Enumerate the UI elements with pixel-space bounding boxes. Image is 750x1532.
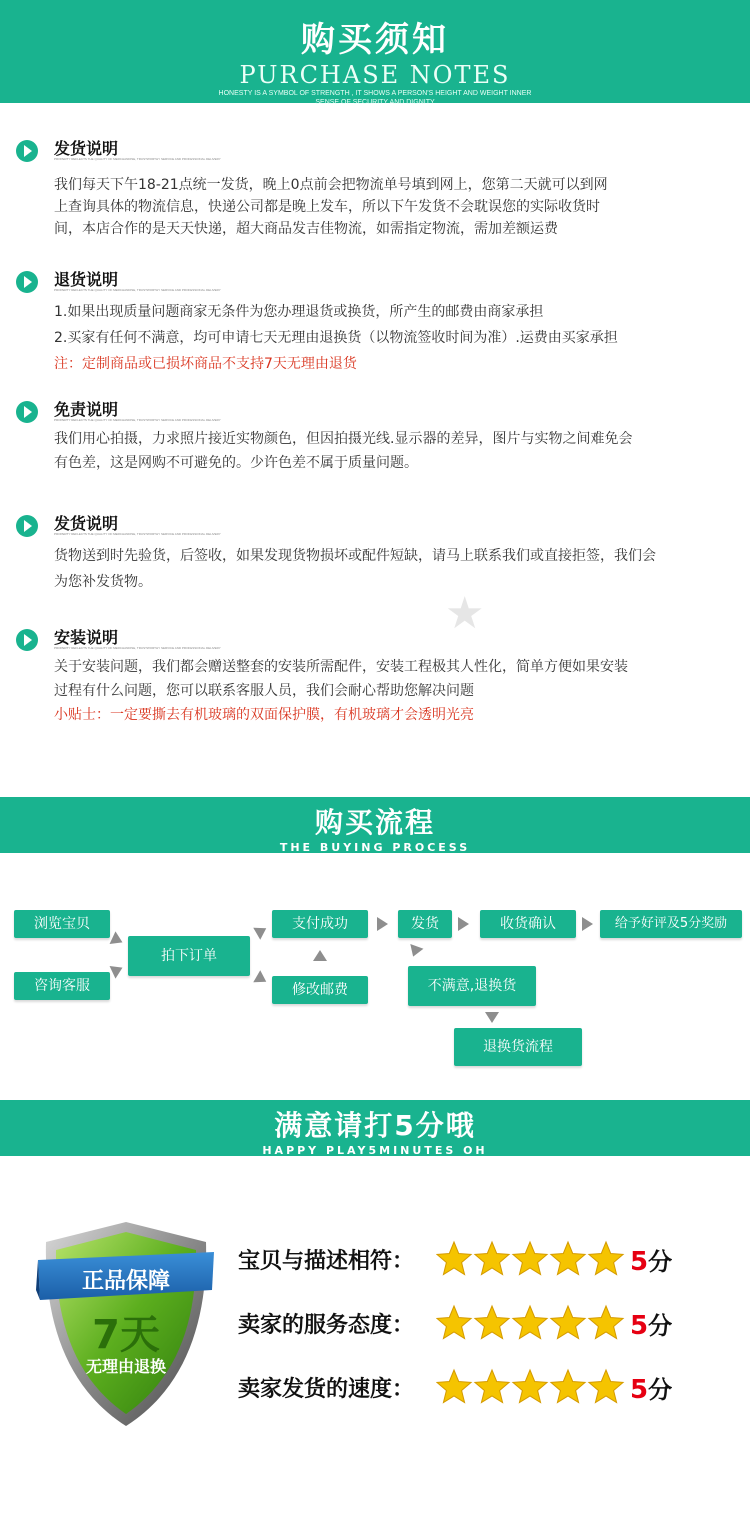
section-fine-text: PROPERTY REFLECTS THE QUALITY OF MERCHANDISE, TRUSTWORTHY SERVICE AND PROFESSIONAL DELIVERY (54, 533, 221, 536)
star-icon (475, 1242, 509, 1275)
star-icon (589, 1306, 623, 1339)
purchase-notes-banner (0, 0, 750, 106)
section-line: 2.买家有任何不满意，均可申请七天无理由退换货（以物流签收时间为准）.运费由买家承担 (54, 330, 618, 346)
rating-banner (0, 1100, 750, 1156)
section-line: 过程有什么问题，您可以联系客服人员，我们会耐心帮助您解决问题 (54, 683, 474, 699)
section-shipping (0, 136, 750, 246)
section-title: 退货说明 (54, 270, 119, 289)
section-fine-text: PROPERTY REFLECTS THE QUALITY OF MERCHANDISE, TRUSTWORTHY SERVICE AND PROFESSIONAL DELIVERY (54, 158, 221, 161)
step-confirm: 收货确认 (480, 910, 576, 938)
arrow-icon (253, 970, 270, 988)
section-title: 免责说明 (54, 400, 119, 419)
section-fine-text: PROPERTY REFLECTS THE QUALITY OF MERCHANDISE, TRUSTWORTHY SERVICE AND PROFESSIONAL DELIVERY (54, 647, 221, 650)
section-title: 发货说明 (54, 514, 119, 533)
star-icon (437, 1370, 471, 1403)
arrow-icon (313, 950, 327, 961)
rating-score-unit: 分 (648, 1312, 673, 1340)
star-icon (513, 1370, 547, 1403)
star-icon (475, 1370, 509, 1403)
section-line: 间，本店合作的是天天快递，超大商品发吉佳物流，如需指定物流，需加差额运费 (54, 221, 558, 237)
play-arrow-icon (16, 401, 38, 423)
section-delivery (0, 511, 750, 601)
section-line: 我们用心拍摄，力求照片接近实物颜色，但因拍摄光线.显示器的差异，图片与实物之间难免会 (54, 431, 633, 447)
arrow-icon (485, 1012, 499, 1023)
step-unsatisfied: 不满意,退换货 (408, 966, 536, 1006)
rating-label: 卖家的服务态度： (238, 1313, 415, 1338)
section-line: 关于安装问题，我们都会赠送整套的安装所需配件，安装工程极其人性化，简单方便如果安装 (54, 659, 628, 675)
star-rating (436, 1240, 626, 1280)
star-icon (551, 1242, 585, 1275)
section-body (54, 174, 744, 240)
guarantee-shield-badge (36, 1220, 216, 1430)
section-line: 货物送到时先验货，后签收，如果发现货物损坏或配件短缺，请马上联系我们或直接拒签，我们会 (54, 548, 656, 564)
section-body (54, 655, 744, 727)
section-line: 上查询具体的物流信息，快递公司都是晚上发车，所以下午发货不会耽误您的实际收货时 (54, 199, 600, 215)
step-ship: 发货 (398, 910, 452, 938)
purchase-notes-title-en: PURCHASE NOTES (239, 61, 511, 89)
section-title: 安装说明 (54, 628, 119, 647)
section-fine-text: PROPERTY REFLECTS THE QUALITY OF MERCHANDISE, TRUSTWORTHY SERVICE AND PROFESSIONAL DELIVERY (54, 419, 221, 422)
rating-title: 满意请打5分哦 (274, 1109, 476, 1142)
arrow-icon (407, 944, 424, 959)
arrow-icon (582, 917, 593, 931)
play-arrow-icon (16, 271, 38, 293)
shield-ribbon-text: 正品保障 (81, 1269, 171, 1294)
decorative-star-icon: ★ (445, 588, 485, 639)
shield-days-text: 7天 (92, 1312, 160, 1358)
star-rating (436, 1368, 626, 1408)
play-arrow-icon (16, 629, 38, 651)
buying-process-title: 购买流程 (314, 806, 435, 839)
step-order: 拍下订单 (128, 936, 250, 976)
section-fine-text: PROPERTY REFLECTS THE QUALITY OF MERCHANDISE, TRUSTWORTHY SERVICE AND PROFESSIONAL DELIVERY (54, 289, 221, 292)
star-icon (589, 1242, 623, 1275)
arrow-icon (110, 931, 126, 948)
rating-score-unit: 分 (648, 1248, 673, 1276)
step-postage: 修改邮费 (272, 976, 368, 1004)
rating-label: 卖家发货的速度： (238, 1377, 415, 1402)
step-review: 给予好评及5分奖励 (600, 910, 742, 938)
step-return-flow: 退换货流程 (454, 1028, 582, 1066)
section-note-red: 小贴士：一定要撕去有机玻璃的双面保护膜，有机玻璃才会透明光亮 (54, 707, 474, 723)
section-body (54, 543, 744, 595)
section-body (54, 299, 744, 377)
section-line: 为您补发货物。 (54, 574, 152, 590)
shield-return-text: 无理由退换 (85, 1357, 167, 1376)
purchase-notes-subtitle-2: SENSE OF SECURITY AND DIGNITY (315, 99, 435, 106)
section-disclaimer (0, 397, 750, 487)
play-arrow-icon (16, 140, 38, 162)
purchase-notes-title: 购买须知 (301, 20, 449, 60)
section-body (54, 427, 744, 475)
buying-process-banner (0, 797, 750, 853)
arrow-icon (253, 922, 270, 940)
rating-score (630, 1370, 672, 1405)
section-installation (0, 625, 750, 735)
step-consult: 咨询客服 (14, 972, 110, 1000)
star-icon (551, 1306, 585, 1339)
star-icon (513, 1242, 547, 1275)
rating-score-number: 5 (630, 1375, 649, 1405)
section-note-red: 注：定制商品或已损坏商品不支持7天无理由退货 (54, 356, 357, 372)
rating-score (630, 1242, 672, 1277)
arrow-icon (377, 917, 388, 931)
arrow-icon (458, 917, 469, 931)
star-icon (437, 1242, 471, 1275)
section-line: 有色差，这是网购不可避免的。少许色差不属于质量问题。 (54, 455, 418, 471)
star-icon (551, 1370, 585, 1403)
rating-title-en: HAPPY PLAY5MINUTES OH (262, 1144, 488, 1157)
buying-process-title-en: THE BUYING PROCESS (279, 841, 471, 854)
rating-score-number: 5 (630, 1247, 649, 1277)
section-returns (0, 267, 750, 377)
rating-label: 宝贝与描述相符： (238, 1249, 415, 1274)
section-line: 我们每天下午18-21点统一发货，晚上0点前会把物流单号填到网上，您第二天就可以到网 (54, 177, 608, 193)
star-rating (436, 1304, 626, 1344)
purchase-notes-subtitle-1: HONESTY IS A SYMBOL OF STRENGTH , IT SHOWS A PERSON'S HEIGHT AND WEIGHT INNER (218, 90, 532, 97)
star-icon (475, 1306, 509, 1339)
star-icon (513, 1306, 547, 1339)
star-icon (589, 1370, 623, 1403)
rating-score-number: 5 (630, 1311, 649, 1341)
rating-score (630, 1306, 672, 1341)
arrow-icon (110, 961, 126, 978)
play-arrow-icon (16, 515, 38, 537)
section-title: 发货说明 (54, 139, 119, 158)
step-paid: 支付成功 (272, 910, 368, 938)
step-browse: 浏览宝贝 (14, 910, 110, 938)
rating-score-unit: 分 (648, 1376, 673, 1404)
section-line: 1.如果出现质量问题商家无条件为您办理退货或换货，所产生的邮费由商家承担 (54, 304, 544, 320)
star-icon (437, 1306, 471, 1339)
